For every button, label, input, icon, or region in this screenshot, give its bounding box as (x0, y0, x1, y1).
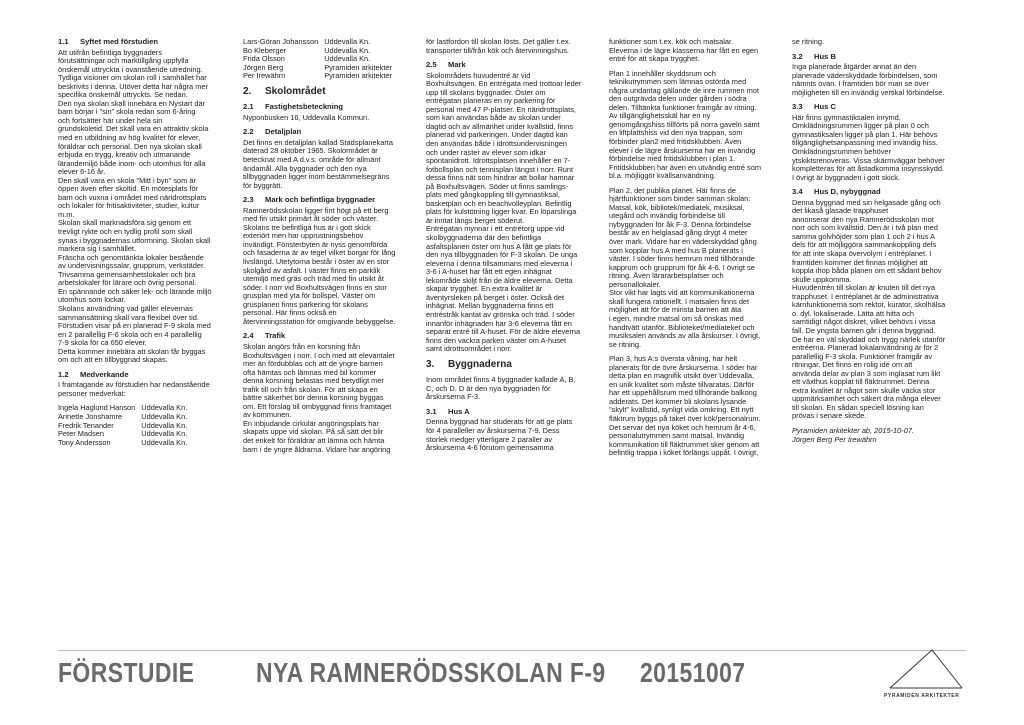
paragraph: Inom området finns 4 byggnader kallade A, B, C, och D. D är den nya byggnaden för årskurserna F-3. (426, 375, 576, 402)
section-number: 3.4 (792, 187, 803, 197)
paragraph: Plan 1 innehåller skyddsrum och teknikutrymmen som lämnas ostörda med några undantag gällande de inre rummen mot den outgrävda delen under gården i södra delen. Tilltänkta funktioner framgår av ritning. Av tillgänglighetsskäl har en ny genomgångshiss tillförts på norra gaveln samt en liftplattshiss vid den nya trappan, som förbinder plan2 med fritidsklubben. Även elever i de lägre årskurserna har en invändig förbindelse med fritidsklubben i plan 1. Fritidsklubben har även en utvändig entré som bl.a. möjliggör kvällsanvändning. (609, 68, 762, 181)
participants-list (58, 404, 193, 447)
paragraph: Nyponbusken 16, Uddevalla Kommun. (243, 112, 370, 122)
section-title: Hus D, nybyggnad (814, 187, 881, 197)
paragraph: se ritning. (792, 38, 825, 46)
participant-name: Tony Andersson (58, 437, 111, 447)
section-number: 1.1 (58, 38, 69, 46)
chapter-number: 3. (426, 358, 435, 370)
section-number: 3.2 (792, 51, 803, 61)
logo-wordmark: PYRAMIDEN ARKITEKTER (884, 693, 960, 699)
section-title: Syftet med förstudien (80, 38, 159, 46)
chapter-heading-3 (426, 358, 591, 370)
chapter-title: Byggnaderna (448, 358, 512, 370)
participant-name: Frida Olsson (243, 54, 285, 64)
section-title: Fastighetsbeteckning (265, 102, 344, 112)
participant-org: Uddevalla Kn. (141, 420, 188, 430)
paragraph: Det finns en detaljplan kallad Stadsplanekarta daterad 28 oktober 1965. Skolområdet är betecknat med A d.v.s. område för allmänt ändamål. Alla byggnader och den nya tillbyggnaden ligger inom bestämmelsegräns för byggrätt. (243, 137, 393, 190)
participant-name: Fredrik Tenander (58, 420, 114, 430)
column-2 (243, 38, 408, 460)
participant-name: Arinette Jonshamre (58, 411, 123, 421)
paragraph: funktioner som t.ex. kök och matsalar. Eleverna i de lägre klasserna har fått en egen entré för att skapa trygghet. (609, 38, 759, 64)
section-number: 3.3 (792, 102, 803, 112)
column-5 (792, 38, 960, 450)
participant-row (58, 439, 193, 448)
paragraph: Plan 3, hus A:s översta våning, har helt planerats för de övre årskurserna. I söder har detta plan en magnifik utsikt över Uddevalla, en unik kvalitet som måste tillvaratas. Därför har ett uppehållsrum med tillhörande balkong adderats. Det kommer bli skolans lysande "skylt" kvällstid, synligt vida omkring. Ett nytt fläktrum byggs på taket över kök/personalrum. Det servar det nya köket och hemrum år 4-6, personalutrymmen samt matsal. Invändig kommunikation till fläktrummet sker genom att befintlig trappa i köket förlängs uppåt. I övrigt, (609, 354, 761, 458)
paragraph: Denna byggnad med sin helgasade gång och det likaså glasade trapphuset annonserar den nya Ramnerödsskolan mot norr och som kvällstid. Den är i två plan med samma golvhöjder som plan 1 och 2 i hus A dels för att möjliggöra sammankoppling dels för att inte skapa övervolym i entréplanet. I framtiden kommer det finnas möjlighet att koppla ihop båda planen om ett sådant behov skulle uppkomma. Huvudentrén till skolan är knuten till det nya trapphuset. I entréplanet är de administrativa kärnfunktionerna som rektor, kurator, skolhälsa o. dyl. lokaliserade. Lätta att hitta och samtidigt något diskret, vilket behövs i vissa fall. De yngsta barnen går i denna byggnad. De har en väl skyddad och trygg närlek utanför entréerna. Planerad lokalanvändning är för 2 parallellig F-3 skola. Funktioner framgår av ritningar. Det finns en rolig idé om att använda delar av plan 3 som inglasat rum likt ett växthus kopplat till fläktrummet. Denna extra kvalitet är något som skulle väcka stor uppmärksamhet och säkert dra många elever till skolan. En sådan speciell lösning kan prövas i senare skede. (792, 197, 946, 421)
paragraph: Plan 2, det publika planet. Här finns de hjärtfunktioner som binder samman skolan: Matsal, kök, bibliotek/mediatek, musiksal, utegård och invändig förbindelse till nybyggnaden för åk F-3. Denna förbindelse består av en helglasad gång drygt 4 meter över mark. Vidare har en väderskyddad gång som kopplar hus A med hus B planerats i väster. I söder finns hemrum med tillhörande kapprum och grupprum för åk 4-6. I övrigt se ritning. Även lärararbetsplatser och personallokaler. Stor vikt har lagts vid att kommunikationerna skall fungera rationellt. I matsalen finns det möjlighet att för de minsta barnen att äta i egen, mindre matsal om så önskas med handtvätt utanför. Biblioteket/mediateket och musiksalen används av alla årskurser. I övrigt, se ritning. (609, 185, 761, 349)
footer-document-type: FÖRSTUDIE (58, 657, 195, 688)
participant-org: Uddevalla Kn. (141, 403, 188, 413)
section-heading-3-2 (792, 53, 960, 62)
section-title: Hus C (814, 102, 836, 112)
section-heading-1-2 (58, 371, 218, 380)
section-heading-3-1 (426, 408, 591, 417)
section-heading-3-3 (792, 103, 960, 112)
participant-org: Uddevalla Kn. (141, 437, 188, 447)
participant-name: Bo Kleberger (243, 45, 287, 55)
section-heading-2-1 (243, 103, 408, 112)
paragraph: Inga planerade åtgärder annat än den planerade väderskyddade förbindelsen, som nämnts ovan. I framtiden bör man se över möjligheten till en invändig vertikal förbindelse. (792, 62, 945, 97)
section-number: 2.2 (243, 127, 254, 137)
section-number: 2.5 (426, 60, 437, 70)
paragraph: Att utifrån befintliga byggnaders förutsättningar och marktillgång uppfylla önskemål uttryckta i ovanstående utredning. Tydliga visioner om skolan roll i samhället har beskrivits i denna. Utöver detta har några mer specifika önskemål uttryckts. Se nedan. Den nya skolan skall innebära en Nystart där barn börjar i "sin" skola redan som 6-åring och fortsätter här under hela sin grundskoletid. Det skall vara en attraktiv skola med en utbildning av hög kvalitet för elever, föräldrar och personal. Den nya skolan skall erbjuda en trygg, kreativ och utmanande lärandemiljö både inom- och utomhus för alla elever 6-16 år. Den skall vara en skola "Mitt i byn" som är öppen även efter skoltid. En mötesplats för barn och vuxna i området med näridrottsplats och lokaler för fritisaktiviteter, studier, kultur m.m. Skolan skall marknadsföra sig genom ett trevligt rykte och en tydlig profil som skall synas i byggnadernas utformning. Skolan skall markera sig i samhället. Fräscha och genomtänkta lokaler bestående av undervisningssalar, grupprum, verkstäder. Trivsamma gemensamhetslokaler och bra arbetslokaler för lärare och övrig personal. En spännande och säker lek- och lärande miljö utomhus som lockar. Skolans användning vad gäller elevernas sammansättning skall vara flexibel över tid. Förstudien visar på en planerad F-9 skola med en 2 parallellig F-6 skola och en 4 parallellig 7-9 skola för ca 650 elever. Detta kommer innebära att skolan får byggas om och att en tillbyggnad skapas. (58, 47, 212, 365)
footer-divider (58, 650, 966, 651)
signature-names: Jörgen Berg Per Irewährn (792, 434, 877, 444)
participant-org: Uddevalla Kn. (141, 429, 188, 439)
pyramid-logo-icon (888, 646, 964, 690)
section-title: Hus A (448, 406, 470, 416)
section-number: 1.2 (58, 369, 69, 379)
section-title: Trafik (265, 331, 286, 341)
section-heading-2-4 (243, 332, 408, 341)
section-heading-1-1 (58, 38, 218, 47)
section-title: Medverkande (80, 369, 129, 379)
section-title: Mark (448, 60, 466, 70)
participant-org: Uddevalla Kn. (324, 54, 371, 64)
section-title: Hus B (814, 51, 836, 61)
footer-project-title: NYA RAMNERÖDSSKOLAN F-9 (256, 657, 606, 688)
paragraph: för lastfordon till skolan lösts. Det gäller t.ex. transporter till/från kök och återvinningshus. (426, 38, 571, 55)
chapter-title: Skolområdet (265, 85, 326, 97)
paragraph: Skolan angörs från en korsning från Boxhultsvägen i norr. I och med att elevantalet mer än fördubblas och att de yngre barnen ofta hämtas och lämnas med bil kommer denna korsning belastas med betydligt mer trafik till och från skolan. För att skapa en bättre säkerhet bör denna korsning byggas om. Ett förslag till ombyggnad finns framtaget av kommunen. En inbjudande cirkulär angöringsplats har skapats uppe vid skolan. På så sätt det blir det enkelt för föräldrar att lämna och hämta barn i de yngre åldrarna. Vidare har angöring (243, 341, 395, 454)
participant-name: Jörgen Berg (243, 62, 284, 72)
section-title: Mark och befintliga byggnader (265, 195, 376, 205)
participant-name: Lars-Göran Johansson (243, 38, 319, 46)
chapter-heading-2 (243, 85, 408, 97)
participant-org: Pyramiden arkitekter (324, 71, 392, 81)
section-number: 2.4 (243, 331, 254, 341)
section-title: Detaljplan (265, 127, 302, 137)
participant-name: Peter Madsen (58, 429, 105, 439)
section-heading-2-5 (426, 61, 591, 70)
section-heading-2-3 (243, 196, 408, 205)
column-3 (426, 38, 591, 459)
section-number: 2.1 (243, 102, 254, 112)
paragraph: I framtagande av förstudien har nedanstående personer medverkat: (58, 380, 210, 398)
chapter-number: 2. (243, 85, 252, 97)
column-4 (609, 38, 774, 464)
participant-row (243, 72, 398, 81)
section-number: 3.1 (426, 406, 437, 416)
signature-company: Pyramiden arkitekter ab, 2015-10-07. (792, 425, 915, 435)
participants-list-continued (243, 38, 398, 81)
paragraph: Skolområdets huvudentré är vid Boxhultsvägen. En entrégata med trottoar leder upp till skolans byggnader. Öster om entrégatan planeras en ny parkering för personal med 47 P-platser. En näridrottsplats, som kan användas både av skolan under dagtid och av allmänhet under kvällstid, finns planerad vid parkeringen. Under dagtid kan den användas både i idrottsundervisningen och under raster av elever som idkar spontanidrott. Idrottsplatsen innehåller en 7- fotbollsplan och tennisplan längst i norr. Runt dessa finns nät som hindrar att bollar hamnar på Boxhultsvägen. Söder ut finns samlings- plats med gångkoppling till gymnastiksal, basketplan och en beachvolleyplan. Befintlig plats för kulstötning ligger kvar. En löparslinga är inritat längs berget söderut. Entrégatan mynnar i ett entrétorg uppe vid skolbyggnaderna där den befintliga asfaltsplanen öster om hus A fått ge plats för den nya tillbyggnaden för F-3 skolan. De unga eleverna i denna tillsammans med eleverna i 3-6 i A-huset har fått ett egen inhägnat lekområde skiljt från de äldre eleverna. Detta skapar trygghet. En extra kvalitet är äventyrsleken på berget i öster. Också det inhägnat. Mellan byggnaderna finns ett entréstråk kantat av grönska och träd. I söder innanför inhägnaden har 3-6 eleverna fått en separat entré till A-huset. För de äldre eleverna finns den vackra parken väster om A-huset samt idrottsområdet i norr. (426, 70, 582, 354)
paragraph: Ramnerödsskolan ligger fint högt på ett berg med fin utsikt primärt åt söder och väster. Skolans tre befintliga hus är i gott skick exteriört men har upprustningsbehov invändigt. Fönsterbyten är nyss genomförda och fasaderna är av tegel vilket borgar för lång livslängd. Utetytorna består i öster av en stor skolgård av asfalt. I väster finns en parklik utemiljö med gräs och träd med fin utsikt åt söder. I norr vid Boxhultsvägen finns en stor grusplan med yta för bollspel. Väster om grusplanen finns parkering för skolans personal. Här finns också en återvinningsstation för omgivande bebyggelse. (243, 205, 396, 326)
participant-name: Per Irewährn (243, 71, 286, 81)
participant-org: Uddevalla Kn. (324, 38, 371, 46)
participant-org: Uddevalla Kn. (141, 411, 188, 421)
paragraph: Denna byggnad har studerats för att ge plats för 4 paralleller av årskurserna 7-9. Dess storlek medger ytterligare 2 paraller av årskurserna 4-6 förutom gemensamma (426, 417, 573, 453)
column-1 (58, 38, 218, 453)
section-heading-3-4 (792, 188, 960, 197)
participant-org: Uddevalla Kn. (324, 45, 371, 55)
participant-org: Pyramiden arkitekter (324, 62, 392, 72)
footer-date: 20151007 (640, 657, 746, 688)
section-heading-2-2 (243, 128, 408, 137)
section-number: 2.3 (243, 195, 254, 205)
participant-name: Ingela Haglund Hanson (58, 403, 136, 413)
paragraph: Här finns gymnastiksalen inrymd. Omklädningsrummen ligger på plan 0 och gymnastiksalen ligger på plan 1. Här behövs tillgänglighetsanpassning med invändig hiss. Omklädningsrummen behöver ytskiktsrenoveras. Vissa skärmväggar behöver kompletteras för att åstadkomma insynsskydd. I övrigt är byggnaden i gott skick. (792, 112, 945, 182)
